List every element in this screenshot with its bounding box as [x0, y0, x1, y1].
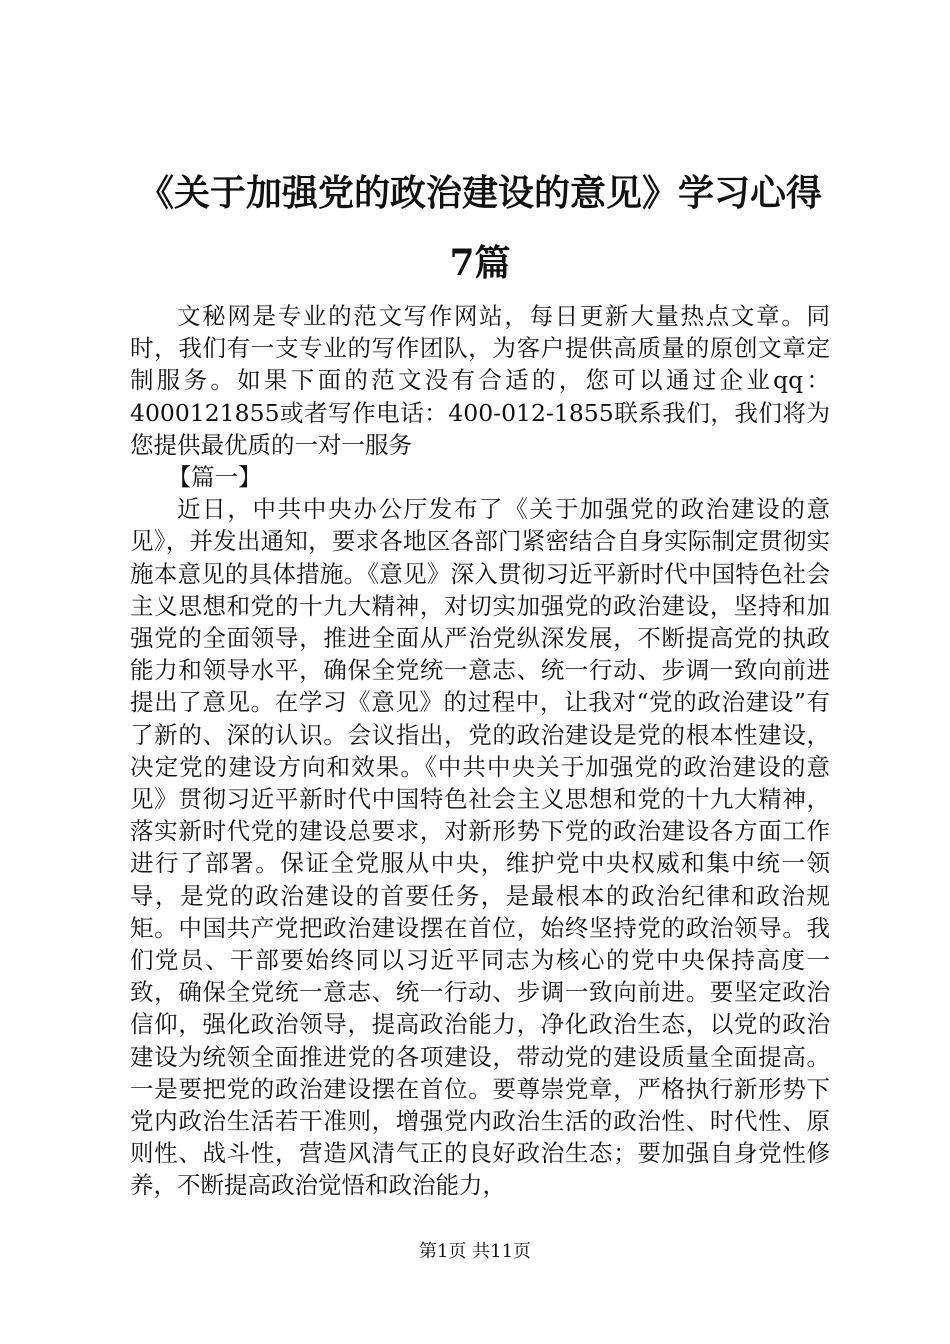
document-title: 《关于加强党的政治建设的意见》学习心得7篇 [137, 172, 822, 284]
page-footer: 第1页 共11页 [418, 1241, 532, 1262]
intro-paragraph: 文秘网是专业的范文写作网站，每日更新大量热点文章。同时，我们有一支专业的写作团队，为客户提供高质量的原创文章定制服务。如果下面的范文没有合适的，您可以通过企业qq：4000121855或者写作电话：400-012-1855联系我们，我们将为您提供最优质的一对一服务 [130, 302, 830, 459]
section-heading: 【篇一】 [167, 463, 262, 492]
body-paragraph: 近日，中共中央办公厅发布了《关于加强党的政治建设的意见》，并发出通知，要求各地区各部门紧密结合自身实际制定贯彻实施本意见的具体措施。《意见》深入贯彻习近平新时代中国特色社会主义思想和党的十九大精神，对切实加强党的政治建设，坚持和加强党的全面领导，推进全面从严治党纵深发展，不断提高党的执政能力和领导水平，确保全党统一意志、统一行动、步调一致向前进提出了意见。在学习《意见》的过程中，让我对“党的政治建设”有了新的、深的认识。会议指出，党的政治建设是党的根本性建设，决定党的建设方向和效果。《中共中央关于加强党的政治建设的意见》贯彻习近平新时代中国特色社会主义思想和党的十九大精神，落实新时代党的建设总要求，对新形势下党的政治建设各方面工作进行了部署。保证全党服从中央，维护党中央权威和集中统一领导，是党的政治建设的首要任务，是最根本的政治纪律和政治规矩。中国共产党把政治建设摆在首位，始终坚持党的政治领导。我们党员、干部要始终同以习近平同志为核心的党中央保持高度一致，确保全党统一意志、统一行动、步调一致向前进。要坚定政治信仰，强化政治领导，提高政治能力，净化政治生态，以党的政治建设为统领全面推进党的各项建设，带动党的建设质量全面提高。一是要把党的政治建设摆在首位。要尊崇党章，严格执行新形势下党内政治生活若干准则，增强党内政治生活的政治性、时代性、原则性、战斗性，营造风清气正的良好政治生态；要加强自身党性修养，不断提高政治觉悟和政治能力， [130, 495, 830, 1200]
document-body [130, 300, 830, 1202]
